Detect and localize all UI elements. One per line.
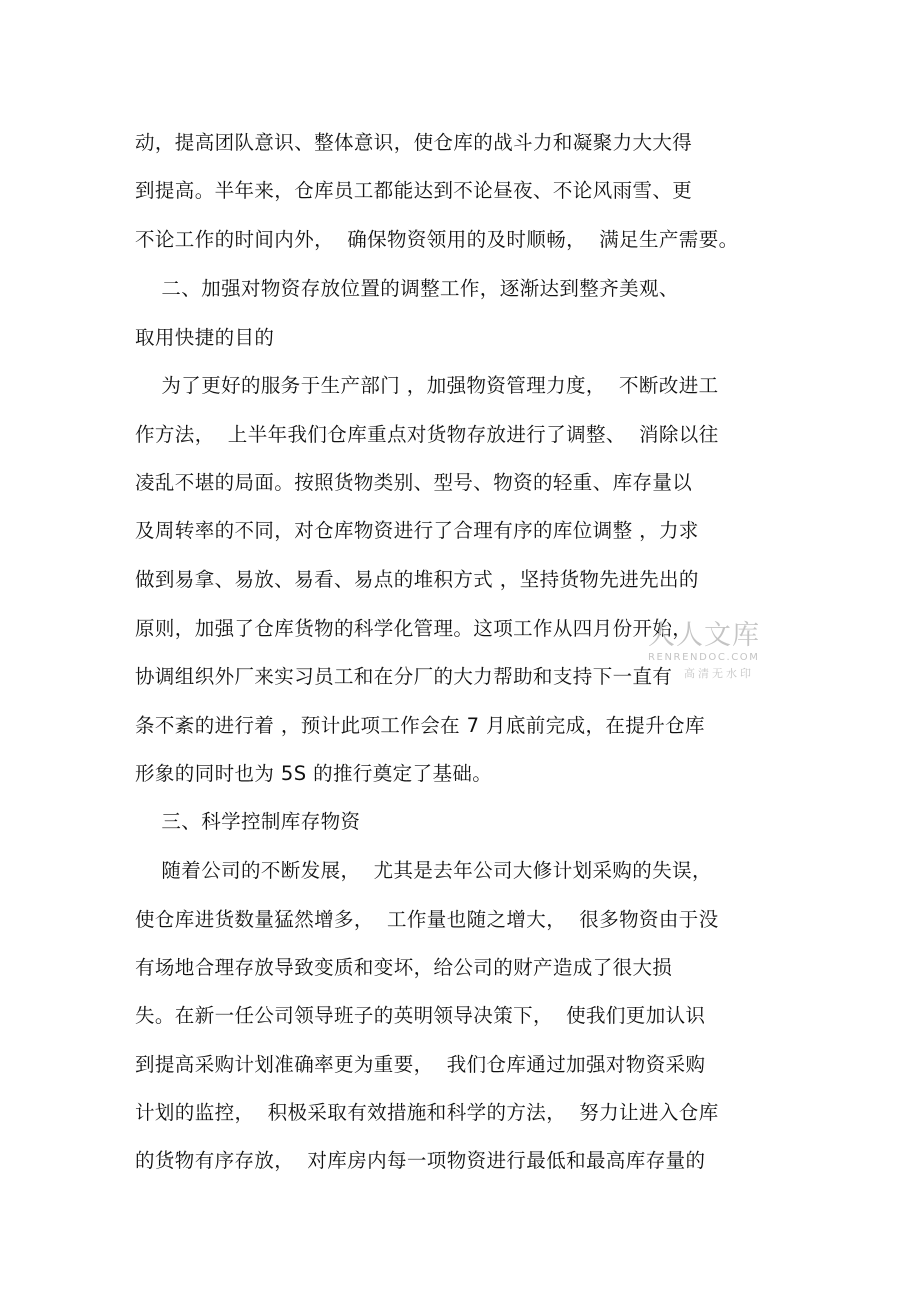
text-line: 原则，加强了仓库货物的科学化管理。这项工作从四月份开始， <box>135 617 693 640</box>
text-line: 有场地合理存放导致变质和变坏，给公司的财产造成了很大损 <box>135 956 673 979</box>
section-heading-continued: 取用快捷的目的 <box>135 326 275 349</box>
text-line: 的货物有序存放， 对库房内每一项物资进行最低和最高库存量的 <box>135 1149 706 1172</box>
text-line: 随着公司的不断发展， 尤其是去年公司大修计划采购的失误， <box>135 859 712 882</box>
text-line: 协调组织外厂来实习员工和在分厂的大力帮助和支持下一直有 <box>135 665 673 688</box>
text-line: 动，提高团队意识、整体意识，使仓库的战斗力和凝聚力大大得 <box>135 131 693 154</box>
text-line: 计划的监控， 积极采取有效措施和科学的方法， 努力让进入仓库 <box>135 1101 719 1124</box>
watermark-slogan: 高清无水印 <box>684 667 754 680</box>
watermark-logo <box>648 620 778 680</box>
text-line: 形象的同时也为 5S 的推行奠定了基础。 <box>135 762 493 785</box>
text-line: 及周转率的不同，对仓库物资进行了合理有序的库位调整 ，力求 <box>135 519 699 542</box>
text-line: 不论工作的时间内外， 确保物资领用的及时顺畅， 满足生产需要。 <box>135 228 739 251</box>
text-line: 到提高。半年来，仓库员工都能达到不论昼夜、不论风雨雪、更 <box>135 179 693 202</box>
text-line: 到提高采购计划准确率更为重要， 我们仓库通过加强对物资采购 <box>135 1053 706 1076</box>
watermark-title: 人人文库 <box>648 620 760 651</box>
text-line: 凌乱不堪的局面。按照货物类别、型号、物资的轻重、库存量以 <box>135 471 693 494</box>
section-heading: 二、加强对物资存放位置的调整工作，逐渐达到整齐美观、 <box>135 277 679 300</box>
text-line: 做到易拿、易放、易看、易点的堆积方式 ，坚持货物先进先出的 <box>135 568 699 591</box>
text-line: 失。在新一任公司领导班子的英明领导决策下， 使我们更加认识 <box>135 1004 706 1027</box>
text-line: 作方法， 上半年我们仓库重点对货物存放进行了调整、 消除以往 <box>135 423 719 446</box>
text-line: 条不紊的进行着 ，预计此项工作会在 7 月底前完成，在提升仓库 <box>135 714 705 737</box>
watermark-domain: RENRENDOC.COM <box>648 652 760 663</box>
section-heading: 三、科学控制库存物资 <box>135 810 361 833</box>
text-line: 使仓库进货数量猛然增多， 工作量也随之增大， 很多物资由于没 <box>135 908 719 931</box>
text-line: 为了更好的服务于生产部门 ，加强物资管理力度， 不断改进工 <box>135 374 719 397</box>
